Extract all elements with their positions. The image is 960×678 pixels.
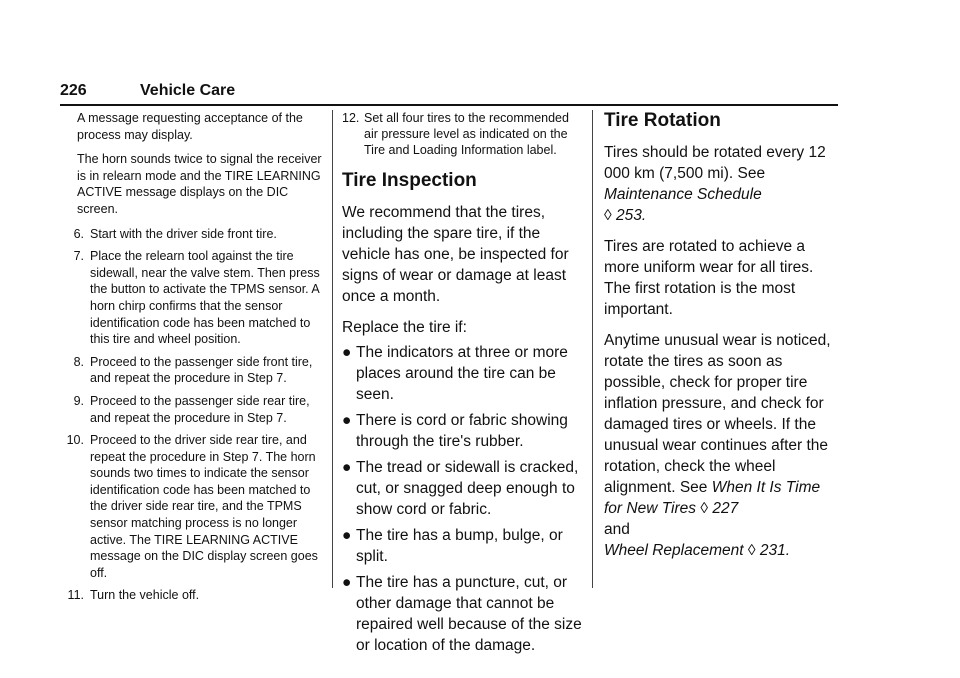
bullet-icon: ●: [342, 412, 352, 429]
page-ref-icon: ◊: [700, 500, 709, 517]
bullet-text: The indicators at three or more places around the tire can be seen.: [356, 344, 568, 403]
column-1: [60, 110, 322, 610]
step-text: Start with the driver side front tire.: [90, 226, 277, 241]
bullet-text: The tread or sidewall is cracked, cut, or snagged deep enough to show cord or fabric.: [356, 459, 579, 518]
step-item: [60, 432, 322, 581]
page-header: [60, 82, 838, 106]
column-divider: [592, 110, 593, 588]
step-item: [60, 354, 322, 387]
step-number: 6.: [73, 226, 84, 241]
step-number: 7.: [73, 249, 84, 264]
bullet-item: [342, 457, 582, 520]
step-item: [60, 248, 322, 348]
step-item: [342, 110, 582, 158]
bullet-icon: ●: [342, 527, 352, 544]
page-ref-icon: ◊: [604, 207, 612, 224]
section-heading: Tire Inspection: [342, 170, 477, 191]
page-number: 226: [60, 82, 87, 99]
step-text: Place the relearn tool against the tire sidewall, near the valve stem. Then press the button to activate the TPMS sensor. A horn chirp confirms that the sensor identification code has been matched to this tire and wheel position.: [90, 249, 320, 347]
step-item: [60, 587, 322, 604]
paragraph-text: Anytime unusual wear is noticed, rotate the tires as soon as possible, check for proper tire inflation pressure, and check for damaged tires or wheels. If the unusual wear continues after the rotation, check the wheel alignment. See: [604, 332, 831, 496]
paragraph: A message requesting acceptance of the process may display.: [77, 111, 303, 142]
step-item: [60, 226, 322, 243]
paragraph: [604, 330, 840, 561]
step-number: 12.: [342, 111, 360, 125]
paragraph: Tires are rotated to achieve a more uniform wear for all tires. The first rotation is the most important.: [604, 238, 814, 318]
step-text: Turn the vehicle off.: [90, 588, 200, 603]
bullet-item: [342, 572, 582, 656]
step-number: 8.: [73, 354, 84, 369]
cross-reference-link[interactable]: Wheel Replacement: [604, 542, 744, 559]
paragraph: The horn sounds twice to signal the receiver is in relearn mode and the TIRE LEARNING ACTIVE message displays on the DIC screen.: [77, 152, 322, 216]
paragraph-text: Tires should be rotated every 12 000 km (7,500 mi). See: [604, 144, 826, 182]
step-number: 11.: [67, 588, 84, 603]
period: .: [641, 207, 647, 224]
cross-reference-link[interactable]: When It Is Time for New Tires: [604, 479, 821, 517]
step-text: Set all four tires to the recommended air pressure level as indicated on the Tire and Loading Information label.: [364, 111, 569, 157]
bullet-text: There is cord or fabric showing through the tire's rubber.: [356, 412, 568, 450]
cross-reference-link[interactable]: Maintenance Schedule: [604, 186, 762, 203]
column-2: [342, 110, 582, 661]
step-number: 10.: [66, 433, 84, 448]
step-number: 9.: [73, 393, 84, 408]
column-divider: [332, 110, 333, 588]
bullet-icon: ●: [342, 574, 352, 591]
page-reference[interactable]: 231: [759, 542, 786, 559]
bullet-item: [342, 342, 582, 405]
paragraph: Replace the tire if:: [342, 319, 467, 336]
step-text: Proceed to the passenger side front tire, and repeat the procedure in Step 7.: [90, 354, 313, 386]
page-ref-icon: ◊: [747, 542, 756, 559]
step-item: [60, 393, 322, 426]
period: .: [785, 542, 791, 559]
section-title: Vehicle Care: [140, 82, 236, 99]
paragraph: [604, 142, 840, 226]
section-heading: Tire Rotation: [604, 110, 721, 131]
paragraph: We recommend that the tires, including the spare tire, if the vehicle has one, be inspected for signs of wear or damage at least once a month.: [342, 204, 569, 305]
step-text: Proceed to the driver side rear tire, and repeat the procedure in Step 7. The horn sounds two times to indicate the sensor identification code has been matched to the driver side rear tire, and the TPMS sensor matching process is no longer active. The TIRE LEARNING ACTIVE message on the DIC display screen goes off.: [90, 433, 318, 580]
bullet-text: The tire has a puncture, cut, or other damage that cannot be repaired well because of the size or location of the damage.: [356, 574, 582, 654]
bullet-item: [342, 410, 582, 452]
step-text: Proceed to the passenger side rear tire, and repeat the procedure in Step 7.: [90, 393, 310, 425]
bullet-text: The tire has a bump, bulge, or split.: [356, 527, 563, 565]
bullet-item: [342, 525, 582, 567]
conjunction: and: [604, 521, 630, 538]
page-reference[interactable]: 227: [712, 500, 739, 517]
column-3: [604, 110, 840, 571]
page-reference[interactable]: 253: [615, 207, 642, 224]
bullet-icon: ●: [342, 344, 352, 361]
bullet-icon: ●: [342, 459, 352, 476]
